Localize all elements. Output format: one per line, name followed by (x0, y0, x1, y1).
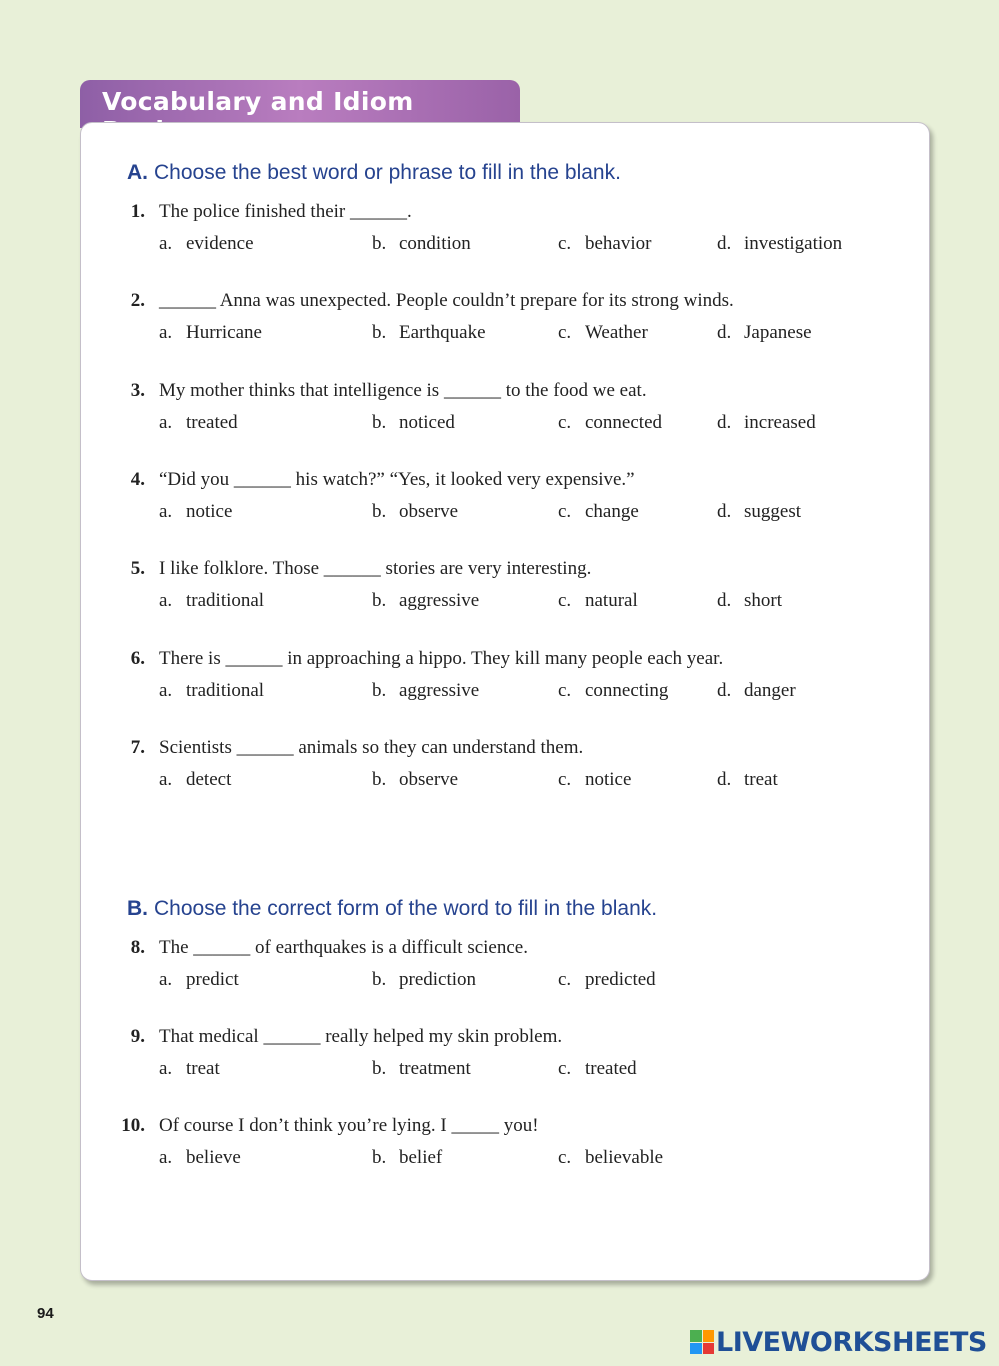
option-b[interactable] (372, 969, 476, 991)
question-text: The ______ of earthquakes is a difficult science. (159, 937, 528, 958)
question-text: “Did you ______ his watch?” “Yes, it looked very expensive.” (159, 469, 635, 490)
option-letter: c. (558, 969, 572, 990)
liveworksheets-logo[interactable] (690, 1326, 987, 1358)
option-letter: a. (159, 769, 173, 790)
option-a[interactable] (159, 233, 254, 255)
option-text: notice (585, 769, 632, 790)
option-text: aggressive (399, 680, 480, 701)
section-instruction: Choose the correct form of the word to fill in the blank. (154, 897, 658, 920)
question-text: ______ Anna was unexpected. People couldn’t prepare for its strong winds. (159, 290, 734, 311)
option-text: change (585, 501, 639, 522)
option-text: increased (744, 412, 816, 433)
page-number: 94 (37, 1305, 54, 1322)
option-text: treated (186, 412, 238, 433)
question-number: 9. (130, 1026, 145, 1047)
option-letter: b. (372, 969, 387, 990)
option-letter: c. (558, 233, 572, 254)
option-text: belief (399, 1147, 443, 1168)
option-d[interactable] (717, 680, 796, 702)
option-letter: b. (372, 1058, 387, 1079)
option-letter: d. (717, 769, 732, 790)
question-number: 6. (130, 648, 145, 669)
option-text: connected (585, 412, 663, 433)
option-text: natural (585, 590, 638, 611)
option-a[interactable] (159, 680, 264, 702)
question-text: I like folklore. Those ______ stories are very interesting. (159, 558, 592, 579)
option-letter: c. (558, 322, 572, 343)
option-text: predicted (585, 969, 656, 990)
option-text: Hurricane (186, 322, 262, 343)
option-letter: c. (558, 1147, 572, 1168)
option-b[interactable] (372, 501, 458, 523)
section-tab (80, 80, 520, 128)
option-c[interactable] (558, 322, 648, 344)
option-letter: a. (159, 501, 173, 522)
option-text: aggressive (399, 590, 480, 611)
option-letter: b. (372, 501, 387, 522)
option-text: treat (744, 769, 778, 790)
option-c[interactable] (558, 233, 651, 255)
option-text: traditional (186, 680, 265, 701)
option-b[interactable] (372, 322, 486, 344)
option-d[interactable] (717, 412, 816, 434)
option-b[interactable] (372, 233, 471, 255)
option-a[interactable] (159, 1058, 220, 1080)
option-text: traditional (186, 590, 265, 611)
option-text: suggest (744, 501, 801, 522)
option-letter: d. (717, 233, 732, 254)
option-b[interactable] (372, 1147, 442, 1169)
option-b[interactable] (372, 412, 455, 434)
option-c[interactable] (558, 1058, 637, 1080)
option-d[interactable] (717, 322, 812, 344)
question-text: The police finished their ______. (159, 201, 412, 222)
option-a[interactable] (159, 501, 232, 523)
option-text: Weather (585, 322, 648, 343)
question-text: Scientists ______ animals so they can understand them. (159, 737, 584, 758)
option-text: detect (186, 769, 232, 790)
option-text: treated (585, 1058, 637, 1079)
option-text: investigation (744, 233, 843, 254)
question-number: 1. (130, 201, 145, 222)
question-number: 4. (130, 469, 145, 490)
option-letter: a. (159, 590, 173, 611)
option-letter: d. (717, 322, 732, 343)
option-letter: c. (558, 501, 572, 522)
option-c[interactable] (558, 412, 662, 434)
option-letter: a. (159, 412, 173, 433)
option-text: short (744, 590, 782, 611)
option-text: danger (744, 680, 796, 701)
question-number: 7. (130, 737, 145, 758)
option-letter: d. (717, 590, 732, 611)
question-text: There is ______ in approaching a hippo. They kill many people each year. (159, 648, 724, 669)
option-b[interactable] (372, 1058, 471, 1080)
option-letter: c. (558, 769, 572, 790)
option-letter: a. (159, 233, 173, 254)
option-text: Japanese (744, 322, 812, 343)
question-number: 8. (130, 937, 145, 958)
option-a[interactable] (159, 322, 262, 344)
option-letter: a. (159, 680, 173, 701)
option-d[interactable] (717, 590, 782, 612)
option-letter: a. (159, 322, 173, 343)
option-text: condition (399, 233, 471, 254)
option-d[interactable] (717, 233, 842, 255)
option-letter: a. (159, 1058, 173, 1079)
question-number: 2. (130, 290, 145, 311)
option-letter: d. (717, 412, 732, 433)
option-letter: c. (558, 1058, 572, 1079)
option-letter: b. (372, 322, 387, 343)
option-d[interactable] (717, 769, 778, 791)
option-letter: b. (372, 590, 387, 611)
question-number: 5. (130, 558, 145, 579)
option-c[interactable] (558, 969, 656, 991)
option-letter: b. (372, 412, 387, 433)
option-b[interactable] (372, 590, 479, 612)
section-b-heading (127, 897, 657, 921)
option-letter: b. (372, 769, 387, 790)
option-letter: a. (159, 969, 173, 990)
option-text: observe (399, 501, 459, 522)
option-text: noticed (399, 412, 455, 433)
option-letter: c. (558, 680, 572, 701)
option-b[interactable] (372, 769, 458, 791)
option-letter: b. (372, 680, 387, 701)
option-c[interactable] (558, 590, 638, 612)
option-text: believable (585, 1147, 664, 1168)
option-letter: c. (558, 590, 572, 611)
section-letter: B. (127, 897, 148, 920)
option-letter: b. (372, 1147, 387, 1168)
option-c[interactable] (558, 769, 631, 791)
option-text: believe (186, 1147, 241, 1168)
option-a[interactable] (159, 412, 238, 434)
brand-name: LIVEWORKSHEETS (716, 1326, 987, 1358)
option-text: observe (399, 769, 459, 790)
liveworksheets-logo-icon (690, 1330, 714, 1354)
option-c[interactable] (558, 501, 639, 523)
option-letter: d. (717, 501, 732, 522)
option-a[interactable] (159, 769, 231, 791)
option-letter: a. (159, 1147, 173, 1168)
question-text: Of course I don’t think you’re lying. I _____ you! (159, 1115, 539, 1136)
option-b[interactable] (372, 680, 479, 702)
option-d[interactable] (717, 501, 801, 523)
question-text: My mother thinks that intelligence is ______ to the food we eat. (159, 380, 647, 401)
option-a[interactable] (159, 1147, 241, 1169)
section-letter: A. (127, 161, 148, 184)
option-letter: c. (558, 412, 572, 433)
option-text: evidence (186, 233, 254, 254)
page-title: Vocabulary and Idiom (102, 87, 414, 116)
option-letter: b. (372, 233, 387, 254)
option-text: connecting (585, 680, 669, 701)
option-a[interactable] (159, 969, 239, 991)
option-c[interactable] (558, 1147, 663, 1169)
option-text: behavior (585, 233, 652, 254)
option-text: treatment (399, 1058, 471, 1079)
option-text: predict (186, 969, 239, 990)
option-text: Earthquake (399, 322, 486, 343)
question-number: 3. (130, 380, 145, 401)
option-text: treat (186, 1058, 220, 1079)
section-instruction: Choose the best word or phrase to fill in the blank. (154, 161, 621, 184)
option-c[interactable] (558, 680, 668, 702)
option-letter: d. (717, 680, 732, 701)
option-a[interactable] (159, 590, 264, 612)
option-text: prediction (399, 969, 477, 990)
option-text: notice (186, 501, 233, 522)
question-text: That medical ______ really helped my skin problem. (159, 1026, 563, 1047)
question-number: 10. (121, 1115, 145, 1136)
section-a-heading (127, 161, 621, 185)
